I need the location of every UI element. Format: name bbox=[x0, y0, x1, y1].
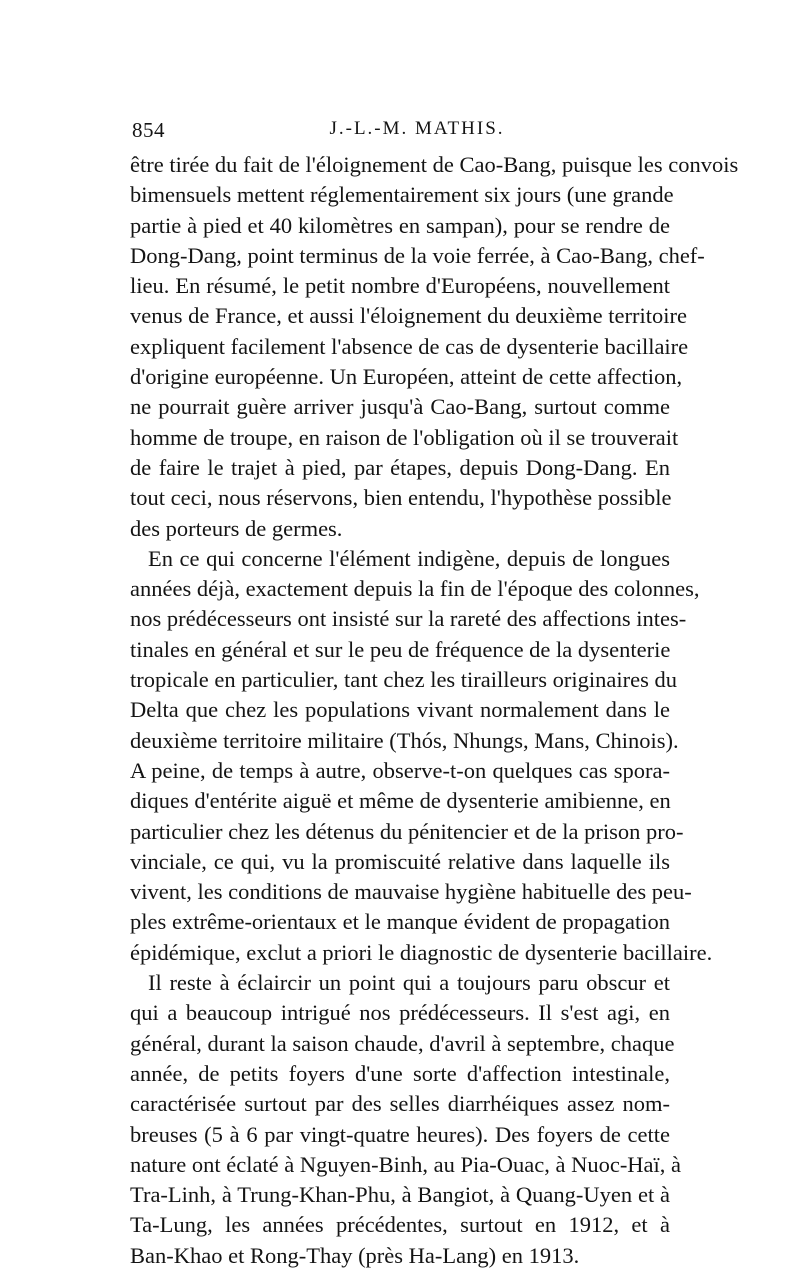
text-line: caractérisée surtout par des selles diarrhéiques assez nom- bbox=[130, 1091, 670, 1117]
text-line: particulier chez les détenus du pénitencier et de la prison pro- bbox=[130, 818, 684, 844]
paragraph-first-line: En ce qui concerne l'élément indigène, depuis de longues bbox=[148, 545, 670, 571]
text-line: homme de troupe, en raison de l'obligation où il se trouverait bbox=[130, 424, 679, 450]
text-line: breuses (5 à 6 par vingt-quatre heures). Des foyers de cette bbox=[130, 1121, 670, 1147]
text-line: Dong-Dang, point terminus de la voie ferrée, à Cao-Bang, chef- bbox=[130, 242, 705, 268]
text-line: qui a beaucoup intrigué nos prédécesseurs. Il s'est agi, en bbox=[130, 1000, 670, 1026]
text-line: d'origine européenne. Un Européen, atteint de cette affection, bbox=[130, 364, 683, 390]
page-header bbox=[132, 118, 672, 152]
text-line: expliquent facilement l'absence de cas de dysenterie bacillaire bbox=[130, 333, 689, 359]
text-line: A peine, de temps à autre, observe-t-on quelques cas spora- bbox=[130, 757, 670, 783]
running-head: J.-L.-M. MATHIS. bbox=[329, 118, 505, 139]
text-line: nature ont éclaté à Nguyen-Binh, au Pia-Ouac, à Nuoc-Haï, à bbox=[130, 1151, 682, 1177]
text-line: partie à pied et 40 kilomètres en sampan), pour se rendre de bbox=[130, 212, 670, 238]
text-line: lieu. En résumé, le petit nombre d'Européens, nouvellement bbox=[130, 273, 670, 299]
text-line: Ban-Khao et Rong-Thay (près Ha-Lang) en 1913. bbox=[130, 1242, 580, 1268]
page-number: 854 bbox=[132, 118, 165, 142]
text-line: vinciale, ce qui, vu la promiscuité relative dans laquelle ils bbox=[130, 848, 670, 874]
text-line: être tirée du fait de l'éloignement de Cao-Bang, puisque les convois bbox=[130, 152, 739, 177]
text-line: Ta-Lung, les années précédentes, surtout en 1912, et à bbox=[130, 1212, 670, 1238]
text-line: tropicale en particulier, tant chez les tirailleurs originaires du bbox=[130, 667, 677, 693]
text-line: vivent, les conditions de mauvaise hygiène habituelle des peu- bbox=[130, 879, 692, 905]
text-line: tinales en général et sur le peu de fréquence de la dysenterie bbox=[130, 636, 671, 662]
text-line: deuxième territoire militaire (Thós, Nhungs, Mans, Chinois). bbox=[130, 727, 679, 753]
text-line: épidémique, exclut a priori le diagnostic de dysenterie bacillaire. bbox=[130, 939, 713, 965]
text-line: tout ceci, nous réservons, bien entendu, l'hypothèse possible bbox=[130, 485, 672, 511]
text-line: ne pourrait guère arriver jusqu'à Cao-Bang, surtout comme bbox=[130, 394, 670, 420]
text-line: année, de petits foyers d'une sorte d'affection intestinale, bbox=[130, 1060, 670, 1086]
text-line: général, durant la saison chaude, d'avril à septembre, chaque bbox=[130, 1030, 675, 1056]
text-line: nos prédécesseurs ont insisté sur la rareté des affections intes- bbox=[130, 606, 687, 632]
paragraph-first-line: Il reste à éclaircir un point qui a toujours paru obscur et bbox=[148, 970, 670, 996]
text-line: ples extrême-orientaux et le manque évident de propagation bbox=[130, 909, 670, 935]
text-line: Tra-Linh, à Trung-Khan-Phu, à Bangiot, à Quang-Uyen et à bbox=[130, 1182, 670, 1208]
text-line: Delta que chez les populations vivant normalement dans le bbox=[130, 697, 670, 723]
text-line: des porteurs de germes. bbox=[130, 515, 343, 541]
text-line: diques d'entérite aiguë et même de dysenterie amibienne, en bbox=[130, 788, 671, 814]
body-text bbox=[130, 150, 739, 1271]
text-line: années déjà, exactement depuis la fin de l'époque des colonnes, bbox=[130, 576, 700, 602]
text-line: de faire le trajet à pied, par étapes, depuis Dong-Dang. En bbox=[130, 454, 670, 480]
text-line: venus de France, et aussi l'éloignement du deuxième territoire bbox=[130, 303, 687, 329]
text-line: bimensuels mettent réglementairement six jours (une grande bbox=[130, 182, 674, 208]
